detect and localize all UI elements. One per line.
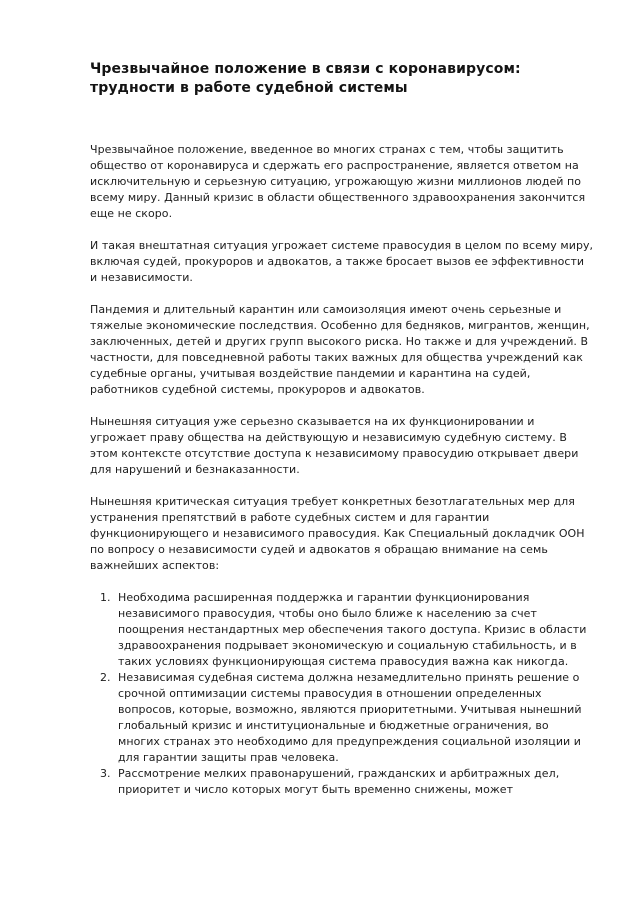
paragraph-2: И такая внештатная ситуация угрожает системе правосудия в целом по всему миру, включая судей, прокуроров и адвокатов, а также бросает вызов ее эффективности и независимости. (90, 239, 594, 284)
paragraph-4: Нынешняя ситуация уже серьезно сказывается на их функционировании и угрожает праву общества на действующую и независимую судебную систему. В этом контексте отсутствие доступа к независимому правосудию открывает двери для нарушений и безнаказанности. (90, 415, 579, 476)
list-item-number: 1. (100, 591, 111, 604)
paragraph-5: Нынешняя критическая ситуация требует конкретных безотлагательных мер для устранения препятствий в работе судебных систем и для гарантии функционирующего и независимого правосудия. Как Специальный докладчик ООН по вопросу о независимости судей и адвокатов я обращаю внимание на семь важнейших аспектов: (90, 495, 585, 572)
list-item (100, 590, 594, 670)
paragraph-3: Пандемия и длительный карантин или самоизоляция имеют очень серьезные и тяжелые экономические последствия. Особенно для бедняков, мигрантов, женщин, заключенных, детей и других групп высокого риска. Но также и для учреждений. В частности, для повседневной работы таких важных для общества учреждений как судебные органы, учитывая воздействие пандемии и карантина на судей, работников судебной системы, прокуроров и адвокатов. (90, 303, 590, 396)
list-item-text: Независимая судебная система должна незамедлительно принять решение о срочной оптимизации системы правосудия в отношении определенных вопросов, которые, возможно, являются приоритетными. Учитывая нынешний глобальный кризис и институциональные и бюджетные ограничения, во многих странах это необходимо для предупреждения социальной изоляции и для гарантии защиты прав человека. (118, 671, 582, 764)
list-item-text: Необходима расширенная поддержка и гарантии функционирования независимого правосудия, чтобы оно было ближе к населению за счет поощрения нестандартных мер обеспечения такого доступа. Кризис в области здравоохранения подрывает экономическую и социальную стабильность, и в таких условиях функционирующая система правосудия важна как никогда. (118, 591, 587, 668)
list-item-number: 3. (100, 767, 111, 780)
list-item-text: Рассмотрение мелких правонарушений, гражданских и арбитражных дел, приоритет и число которых могут быть временно снижены, может (118, 767, 560, 796)
list-item (100, 766, 594, 798)
numbered-list (90, 590, 594, 798)
list-item-number: 2. (100, 671, 111, 684)
paragraph-1: Чрезвычайное положение, введенное во многих странах с тем, чтобы защитить общество от коронавируса и сдержать его распространение, является ответом на исключительную и серьезную ситуацию, угрожающую жизни миллионов людей по всему миру. Данный кризис в области общественного здравоохранения закончится еще не скоро. (90, 143, 586, 220)
list-item (100, 670, 594, 766)
document-title: Чрезвычайное положение в связи с коронавирусом: трудности в работе судебной системы (90, 61, 521, 96)
